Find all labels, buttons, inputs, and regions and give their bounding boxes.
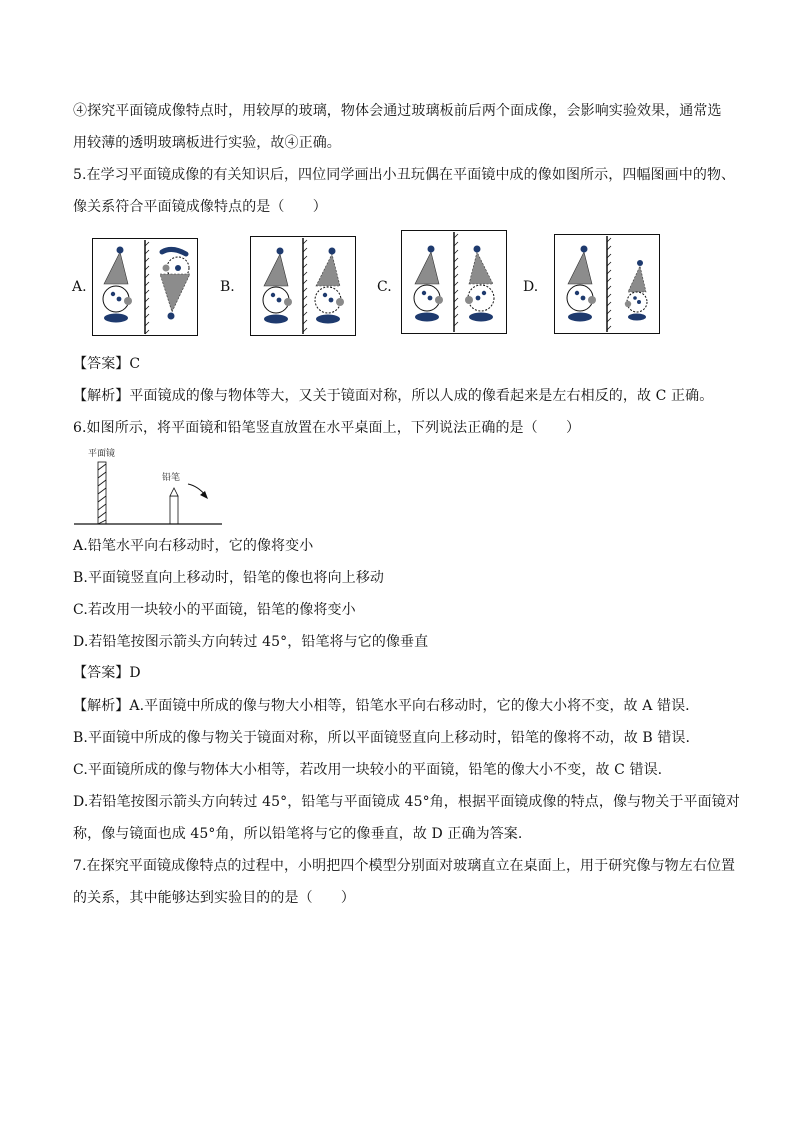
question-5-text: 像关系符合平面镜成像特点的是（ ） <box>73 199 327 215</box>
mirror-label: 平面镜 <box>88 449 116 459</box>
option-a-clown-figure <box>92 238 198 336</box>
question-5-text: 5.在学习平面镜成像的有关知识后，四位同学画出小丑玩偶在平面镜中成的像如图所示，四幅图画中的物、 <box>73 167 736 183</box>
option-c-clown-figure <box>401 230 507 334</box>
question-6-option-b: B.平面镜竖直向上移动时，铅笔的像也将向上移动 <box>73 570 385 586</box>
text-line: ④探究平面镜成像特点时，用较厚的玻璃，物体会通过玻璃板前后两个面成像，会影响实验效果，通常选 <box>73 103 722 119</box>
explanation-5: 【解析】平面镜成的像与物体等大，又关于镜面对称，所以人成的像看起来是左右相反的，故 C 正确。 <box>73 388 714 404</box>
question-7-text: 7.在探究平面镜成像特点的过程中，小明把四个模型分别面对玻璃直立在桌面上，用于研究像与物左右位置 <box>73 858 736 874</box>
answer-5: 【答案】C <box>73 356 141 372</box>
question-6-text: 6.如图所示，将平面镜和铅笔竖直放置在水平桌面上，下列说法正确的是（ ） <box>73 420 581 436</box>
option-a-label: A. <box>72 279 87 295</box>
question-6-option-a: A.铅笔水平向右移动时，它的像将变小 <box>73 538 314 554</box>
mirror-pencil-figure <box>72 446 232 532</box>
question-7-text: 的关系，其中能够达到实验目的的是（ ） <box>73 890 355 906</box>
question-5-options <box>70 228 730 340</box>
question-6-option-c: C.若改用一块较小的平面镜，铅笔的像将变小 <box>73 602 356 618</box>
option-b-label: B. <box>220 279 235 295</box>
text-line: 用较薄的透明玻璃板进行实验，故④正确。 <box>73 135 341 151</box>
option-d-clown-figure <box>554 234 660 334</box>
explanation-6: 【解析】A.平面镜中所成的像与物大小相等，铅笔水平向右移动时，它的像大小将不变，故 A 错误. <box>73 698 690 714</box>
answer-6: 【答案】D <box>73 665 141 681</box>
pencil-label: 铅笔 <box>162 473 181 483</box>
question-6-option-d: D.若铅笔按图示箭头方向转过 45°，铅笔将与它的像垂直 <box>73 634 429 650</box>
option-b-clown-figure <box>250 236 356 336</box>
explanation-6: 称，像与镜面也成 45°角，所以铅笔将与它的像垂直，故 D 正确为答案. <box>73 826 523 842</box>
explanation-6: B.平面镜中所成的像与物关于镜面对称，所以平面镜竖直向上移动时，铅笔的像将不动，故 B 错误. <box>73 730 691 746</box>
option-d-label: D. <box>523 279 539 295</box>
option-c-label: C. <box>377 279 392 295</box>
explanation-6: C.平面镜所成的像与物体大小相等，若改用一块较小的平面镜，铅笔的像大小不变，故 C 错误. <box>73 762 663 778</box>
explanation-6: D.若铅笔按图示箭头方向转过 45°，铅笔与平面镜成 45°角，根据平面镜成像的特点，像与物关于平面镜对 <box>73 794 740 810</box>
